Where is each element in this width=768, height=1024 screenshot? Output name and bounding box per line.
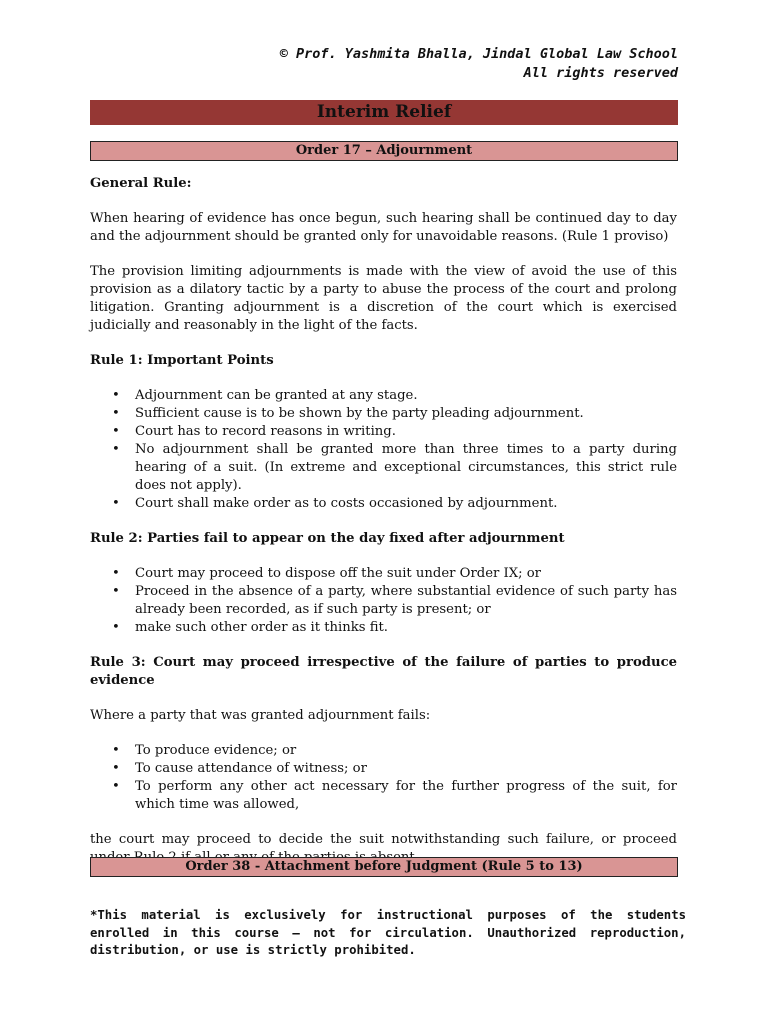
rule-2-heading: Rule 2: Parties fail to appear on the day fixed after adjournment (90, 531, 565, 546)
list-item: • No adjournment shall be granted more than three times to a party during hearing of a suit. (In extreme and exceptional circumstances, this strict rule does not apply). (90, 441, 677, 495)
paragraph: The provision limiting adjournments is made with the view of avoid the use of this provision as a dilatory tactic by a party to abuse the process of the court and prolong litigation. Granting adjournment is a discretion of the court which is exercised judicially and reasonably in the light of the facts. (90, 264, 677, 333)
list-item: • Court may proceed to dispose off the suit under Order IX; or (90, 565, 677, 583)
rule-3-intro: Where a party that was granted adjournment fails: (90, 708, 431, 723)
page-title: Interim Relief (90, 100, 678, 125)
list-item: • Sufficient cause is to be shown by the party pleading adjournment. (90, 405, 677, 423)
list-item: • To produce evidence; or (90, 742, 677, 760)
copyright-notice (280, 45, 678, 83)
list-item: • Court has to record reasons in writing. (90, 423, 677, 441)
paragraph: When hearing of evidence has once begun, such hearing shall be continued day to day and the adjournment should be granted only for unavoidable reasons. (Rule 1 proviso) (90, 211, 677, 244)
list-item: • To cause attendance of witness; or (90, 760, 677, 778)
list-item: • make such other order as it thinks fit. (90, 619, 677, 637)
copyright-line-2: All rights reserved (523, 65, 678, 81)
rule-3-conclusion: the court may proceed to decide the suit notwithstanding such failure, or proceed (90, 832, 677, 847)
rule-1-heading: Rule 1: Important Points (90, 353, 274, 368)
section-title-order-17: Order 17 – Adjournment (90, 141, 678, 161)
document-body (90, 175, 677, 867)
rule-1-list (90, 387, 677, 513)
copyright-line-1: © Prof. Yashmita Bhalla, Jindal Global Law School (279, 46, 678, 62)
disclaimer-footer: *This material is exclusively for instructional purposes of the students enrolled in this course – not for circulation. Unauthorized reproduction, distribution, or use is strictly prohibited. (90, 908, 686, 957)
list-item: • To perform any other act necessary for the further progress of the suit, for which time was allowed, (90, 778, 677, 814)
list-item: • Proceed in the absence of a party, where substantial evidence of such party has already been recorded, as if such party is present; or (90, 583, 677, 619)
rule-2-list (90, 565, 677, 637)
rule-3-list (90, 742, 677, 814)
list-item: • Court shall make order as to costs occasioned by adjournment. (90, 495, 677, 513)
general-rule-heading: General Rule: (90, 176, 192, 191)
list-item: • Adjournment can be granted at any stage. (90, 387, 677, 405)
rule-3-heading: Rule 3: Court may proceed irrespective of the failure of parties to produce evidence (90, 655, 677, 688)
section-title-order-38: Order 38 - Attachment before Judgment (Rule 5 to 13) (90, 857, 678, 877)
